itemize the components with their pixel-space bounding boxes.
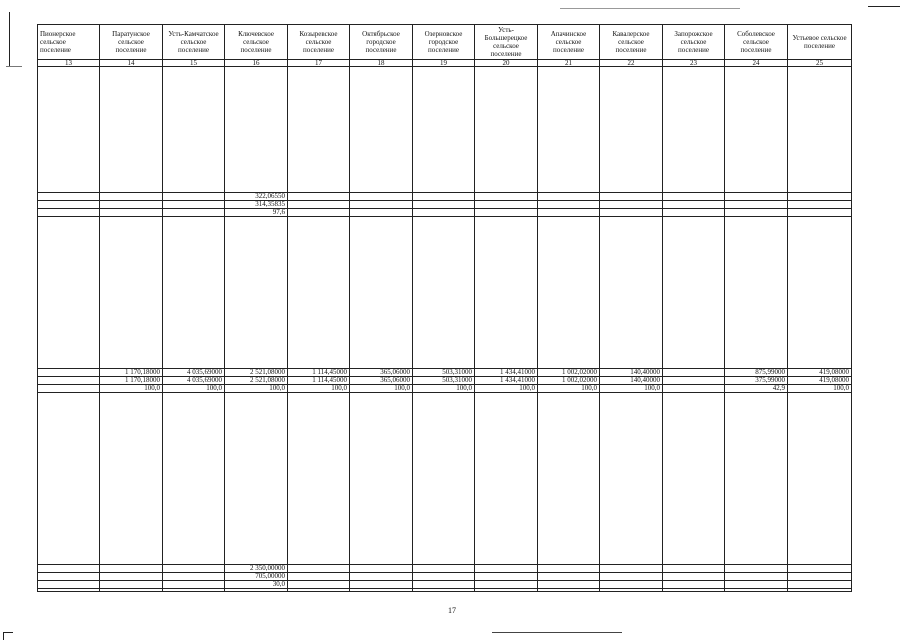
table-cell — [38, 209, 100, 217]
column-header: Октябрьское городское поселение — [350, 25, 413, 60]
table-cell — [38, 565, 100, 573]
table-cell: 100,0 — [163, 385, 225, 393]
table-cell — [38, 369, 100, 377]
table-cell: 42,9 — [725, 385, 788, 393]
table-cell — [350, 573, 413, 581]
table-cell — [475, 193, 538, 201]
table-cell — [663, 369, 725, 377]
table-cell — [725, 209, 788, 217]
column-number: 18 — [350, 60, 413, 67]
table-cell — [288, 193, 350, 201]
column-number: 25 — [788, 60, 852, 67]
column-number: 24 — [725, 60, 788, 67]
table-cell — [538, 201, 600, 209]
table-cell — [788, 201, 852, 209]
table-cell — [413, 209, 475, 217]
table-cell — [788, 565, 852, 573]
table-cell: 97,6 — [225, 209, 288, 217]
budget-settlements-table — [37, 24, 852, 592]
column-header: Апачинское сельское поселение — [538, 25, 600, 60]
column-number: 19 — [413, 60, 475, 67]
table-cell: 2 350,00000 — [225, 565, 288, 573]
column-header: Паратунское сельское поселение — [100, 25, 163, 60]
table-cell: 875,99000 — [725, 369, 788, 377]
column-number: 21 — [538, 60, 600, 67]
table-tail-row — [38, 589, 852, 592]
table-cell — [413, 565, 475, 573]
table-cell — [663, 573, 725, 581]
block-1 — [38, 193, 852, 217]
table-cell: 100,0 — [100, 385, 163, 393]
column-number: 23 — [663, 60, 725, 67]
table-cell — [725, 573, 788, 581]
table-cell: 2 521,08000 — [225, 377, 288, 385]
column-header: Устьевое сельское поселение — [788, 25, 852, 60]
table-cell — [475, 581, 538, 589]
table-cell: 100,0 — [413, 385, 475, 393]
table-row — [38, 193, 852, 201]
table-cell — [600, 201, 663, 209]
header-row — [38, 25, 852, 60]
table-cell: 100,0 — [538, 385, 600, 393]
column-header: Соболевское сельское поселение — [725, 25, 788, 60]
column-header: Ключевское сельское поселение — [225, 25, 288, 60]
table-cell — [288, 581, 350, 589]
column-number: 22 — [600, 60, 663, 67]
block-2 — [38, 369, 852, 393]
table-cell — [788, 193, 852, 201]
table-cell — [600, 209, 663, 217]
table-cell — [475, 565, 538, 573]
table-cell — [288, 201, 350, 209]
table-cell — [788, 581, 852, 589]
table-cell — [725, 581, 788, 589]
table-cell — [663, 565, 725, 573]
blank-section-row — [38, 67, 852, 193]
table-cell: 1 170,18000 — [100, 377, 163, 385]
table-cell: 100,0 — [225, 385, 288, 393]
table-cell — [725, 201, 788, 209]
table-cell — [100, 193, 163, 201]
table-row — [38, 201, 852, 209]
table-cell — [413, 201, 475, 209]
blank-section-row — [38, 217, 852, 369]
table-cell — [163, 209, 225, 217]
table-cell — [163, 581, 225, 589]
table-cell — [788, 573, 852, 581]
table-cell — [725, 565, 788, 573]
table-cell: 4 035,69000 — [163, 369, 225, 377]
table-cell — [163, 565, 225, 573]
table-cell: 503,31000 — [413, 377, 475, 385]
table-row — [38, 573, 852, 581]
table-cell: 1 002,02000 — [538, 369, 600, 377]
column-header: Усть-Камчатское сельское поселение — [163, 25, 225, 60]
column-header: Козыревское сельское поселение — [288, 25, 350, 60]
table-cell: 30,0 — [225, 581, 288, 589]
table-cell: 4 035,69000 — [163, 377, 225, 385]
table-cell — [38, 385, 100, 393]
table-cell: 100,0 — [288, 385, 350, 393]
scan-edge-mark — [492, 632, 622, 633]
table-cell — [100, 201, 163, 209]
table-cell: 1 114,45000 — [288, 377, 350, 385]
table-cell: 314,35835 — [225, 201, 288, 209]
table-cell — [100, 573, 163, 581]
table-cell — [100, 581, 163, 589]
table-row — [38, 565, 852, 573]
column-header: Озерновское городское поселение — [413, 25, 475, 60]
table-cell — [475, 209, 538, 217]
table-cell — [413, 193, 475, 201]
table-cell: 140,40000 — [600, 369, 663, 377]
column-number: 14 — [100, 60, 163, 67]
column-header: Усть-Большерецкое сельское поселение — [475, 25, 538, 60]
table-cell — [413, 581, 475, 589]
table-cell: 140,40000 — [600, 377, 663, 385]
scan-edge-mark — [560, 8, 740, 9]
table-cell: 1 002,02000 — [538, 377, 600, 385]
table-cell: 100,0 — [475, 385, 538, 393]
column-header: Пионерское сельское поселение — [38, 25, 100, 60]
table-cell — [538, 565, 600, 573]
column-number: 17 — [288, 60, 350, 67]
table-cell: 322,06550 — [225, 193, 288, 201]
column-header: Кавалерское сельское поселение — [600, 25, 663, 60]
table-cell: 1 114,45000 — [288, 369, 350, 377]
table-cell — [600, 193, 663, 201]
table-cell — [38, 193, 100, 201]
table-cell — [288, 565, 350, 573]
table-cell: 503,31000 — [413, 369, 475, 377]
column-number: 16 — [225, 60, 288, 67]
table-cell — [663, 377, 725, 385]
table-cell — [600, 565, 663, 573]
table-cell — [100, 209, 163, 217]
table-cell — [38, 573, 100, 581]
table-cell — [538, 581, 600, 589]
scan-edge-mark — [868, 6, 900, 7]
table-cell — [350, 209, 413, 217]
table-cell — [38, 201, 100, 209]
column-number-row — [38, 60, 852, 67]
table-cell: 375,99000 — [725, 377, 788, 385]
table-cell: 1 434,41000 — [475, 377, 538, 385]
block-3 — [38, 565, 852, 589]
table-cell — [288, 209, 350, 217]
table-cell: 419,08000 — [788, 377, 852, 385]
table-cell — [350, 581, 413, 589]
table-cell — [38, 581, 100, 589]
table-cell — [475, 573, 538, 581]
scan-corner-mark — [3, 632, 13, 633]
page-number: 17 — [448, 606, 456, 615]
table-cell — [538, 193, 600, 201]
table-cell — [538, 573, 600, 581]
column-number: 20 — [475, 60, 538, 67]
scan-corner-mark — [3, 632, 4, 640]
table-cell — [663, 193, 725, 201]
table-cell — [38, 377, 100, 385]
table-cell — [350, 201, 413, 209]
table-cell — [288, 573, 350, 581]
table-cell: 100,0 — [788, 385, 852, 393]
table-row — [38, 385, 852, 393]
table-row — [38, 581, 852, 589]
table-row — [38, 369, 852, 377]
table-cell — [663, 201, 725, 209]
table-cell: 1 434,41000 — [475, 369, 538, 377]
table-cell — [538, 209, 600, 217]
table-cell: 100,0 — [600, 385, 663, 393]
table-cell: 100,0 — [350, 385, 413, 393]
table-row — [38, 377, 852, 385]
table-cell — [663, 385, 725, 393]
binder-margin-line — [9, 12, 10, 67]
table-cell — [600, 581, 663, 589]
table-cell — [663, 581, 725, 589]
blank-section-row — [38, 393, 852, 565]
table-cell: 365,06000 — [350, 377, 413, 385]
table-cell — [100, 565, 163, 573]
scan-edge-mark — [6, 66, 22, 67]
table-cell — [788, 209, 852, 217]
column-header: Запорожское сельское поселение — [663, 25, 725, 60]
table-cell — [475, 201, 538, 209]
table-cell — [725, 193, 788, 201]
table-cell — [663, 209, 725, 217]
column-number: 13 — [38, 60, 100, 67]
table-cell — [600, 573, 663, 581]
table-cell — [163, 573, 225, 581]
table-cell: 419,08000 — [788, 369, 852, 377]
table-cell: 365,06000 — [350, 369, 413, 377]
column-number: 15 — [163, 60, 225, 67]
table-cell: 705,00000 — [225, 573, 288, 581]
table-row — [38, 209, 852, 217]
table-cell: 1 170,18000 — [100, 369, 163, 377]
table-cell — [413, 573, 475, 581]
table-cell — [350, 565, 413, 573]
table-cell: 2 521,08000 — [225, 369, 288, 377]
table-cell — [163, 193, 225, 201]
table-cell — [350, 193, 413, 201]
table-cell — [163, 201, 225, 209]
